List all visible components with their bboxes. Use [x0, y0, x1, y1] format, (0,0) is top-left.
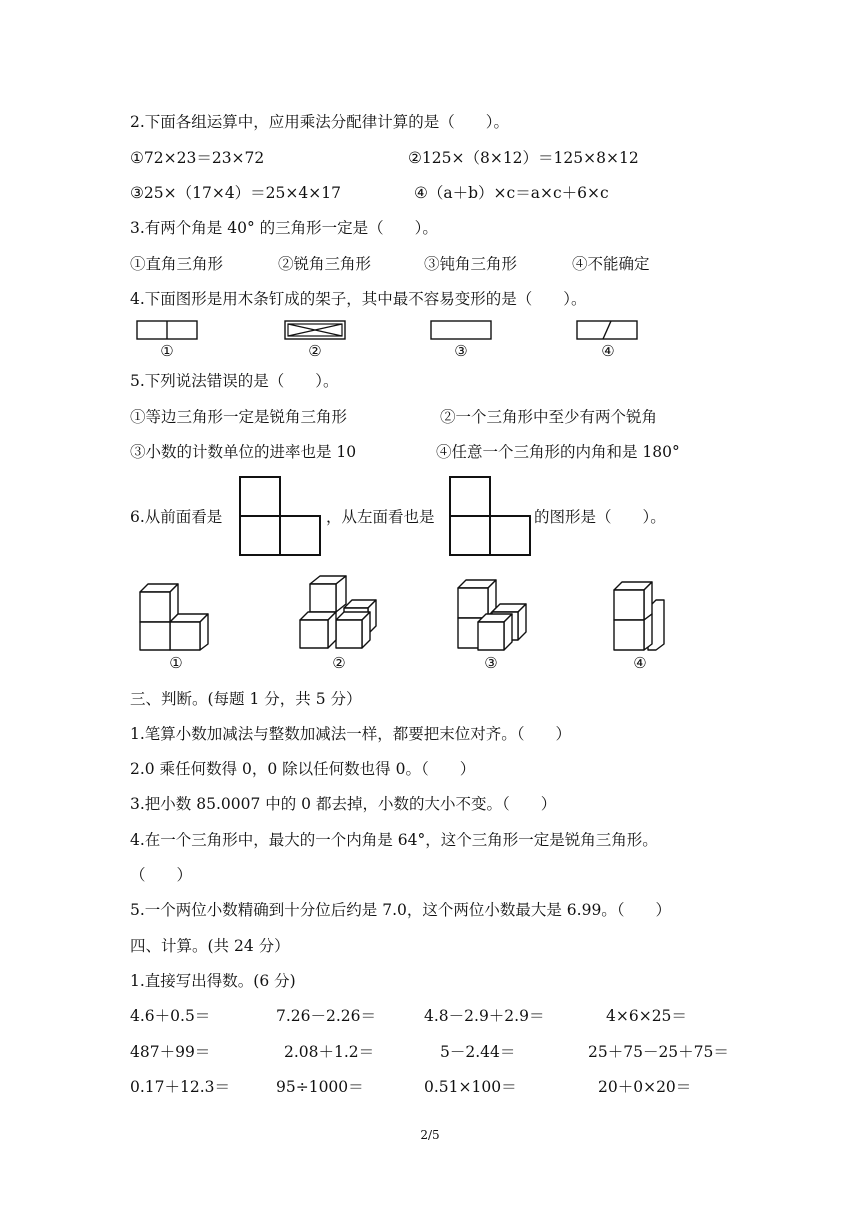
- q5-stem: 5.下列说法错误的是（ ）。: [130, 372, 339, 390]
- q5-option-3: ③小数的计数单位的进率也是 10: [130, 443, 357, 461]
- frame-figure-4: [576, 320, 638, 340]
- judge-item-3: 3.把小数 85.0007 中的 0 都去掉，小数的大小不变。（ ）: [130, 795, 557, 813]
- calc-expression: 487＋99＝: [130, 1043, 211, 1061]
- calc-expression: 4.6＋0.5＝: [130, 1007, 211, 1025]
- q4-label-4: ④: [601, 342, 615, 360]
- calc-expression: 4.8－2.9＋2.9＝: [424, 1007, 545, 1025]
- front-view-figure: [238, 475, 322, 557]
- q6-text-1: 6.从前面看是: [130, 508, 223, 526]
- calc-expression: 25＋75－25＋75＝: [588, 1043, 729, 1061]
- cube-option-1: [138, 578, 214, 652]
- cube-option-4: [612, 578, 666, 652]
- q2-stem: 2.下面各组运算中，应用乘法分配律计算的是（ ）。: [130, 113, 510, 131]
- q5-option-4: ④任意一个三角形的内角和是 180°: [436, 443, 680, 461]
- q2-option-1: ①72×23＝23×72: [130, 149, 265, 167]
- frame-figure-1: [136, 320, 198, 340]
- judge-item-4: 4.在一个三角形中，最大的一个内角是 64°，这个三角形一定是锐角三角形。: [130, 831, 658, 849]
- q4-stem: 4.下面图形是用木条钉成的架子，其中最不容易变形的是（ ）。: [130, 290, 587, 308]
- q2-option-4: ④（a＋b）×c＝a×c＋6×c: [414, 184, 609, 202]
- calc-expression: 4×6×25＝: [606, 1007, 687, 1025]
- judge-item-5: 5.一个两位小数精确到十分位后约是 7.0，这个两位小数最大是 6.99。（ ）: [130, 901, 672, 919]
- cube-option-2: [298, 574, 380, 652]
- frame-figure-2: [284, 320, 346, 340]
- calc-expression: 7.26－2.26＝: [276, 1007, 377, 1025]
- q2-option-3: ③25×（17×4）＝25×4×17: [130, 184, 341, 202]
- calc-expression: 0.51×100＝: [424, 1078, 517, 1096]
- calc-expression: 0.17＋12.3＝: [130, 1078, 231, 1096]
- q3-option-2: ②锐角三角形: [278, 255, 372, 273]
- frame-figure-3: [430, 320, 492, 340]
- q2-option-2: ②125×（8×12）＝125×8×12: [408, 149, 639, 167]
- calc-expression: 2.08＋1.2＝: [284, 1043, 375, 1061]
- judge-item-2: 2.0 乘任何数得 0，0 除以任何数也得 0。（ ）: [130, 760, 476, 778]
- calc-expression: 95÷1000＝: [276, 1078, 364, 1096]
- q6-text-2: ，从左面看也是: [326, 508, 435, 526]
- q3-option-3: ③钝角三角形: [424, 255, 518, 273]
- calc-expression: 20＋0×20＝: [598, 1078, 692, 1096]
- calc-expression: 5－2.44＝: [440, 1043, 516, 1061]
- q6-label-4: ④: [633, 654, 647, 672]
- judge-item-1: 1.笔算小数加减法与整数加减法一样，都要把末位对齐。（ ）: [130, 725, 572, 743]
- cube-option-3: [456, 576, 530, 652]
- q4-label-1: ①: [160, 342, 174, 360]
- q3-option-1: ①直角三角形: [130, 255, 224, 273]
- q4-label-3: ③: [454, 342, 468, 360]
- q5-option-2: ②一个三角形中至少有两个锐角: [440, 408, 658, 426]
- q4-label-2: ②: [308, 342, 322, 360]
- q5-option-1: ①等边三角形一定是锐角三角形: [130, 408, 348, 426]
- q6-label-3: ③: [484, 654, 498, 672]
- page-number: 2/5: [420, 1128, 440, 1142]
- section-3-heading: 三、判断。(每题 1 分，共 5 分）: [130, 690, 362, 708]
- section-4-heading: 四、计算。(共 24 分）: [130, 937, 290, 955]
- q6-label-2: ②: [332, 654, 346, 672]
- q3-option-4: ④不能确定: [572, 255, 650, 273]
- q6-label-1: ①: [169, 654, 183, 672]
- left-view-figure: [448, 475, 532, 557]
- judge-item-4-bracket: （ ）: [130, 866, 193, 884]
- q3-stem: 3.有两个角是 40° 的三角形一定是（ ）。: [130, 219, 438, 237]
- q6-text-3: 的图形是（ ）。: [534, 508, 666, 526]
- calc-sub-1: 1.直接写出得数。(6 分): [130, 972, 296, 990]
